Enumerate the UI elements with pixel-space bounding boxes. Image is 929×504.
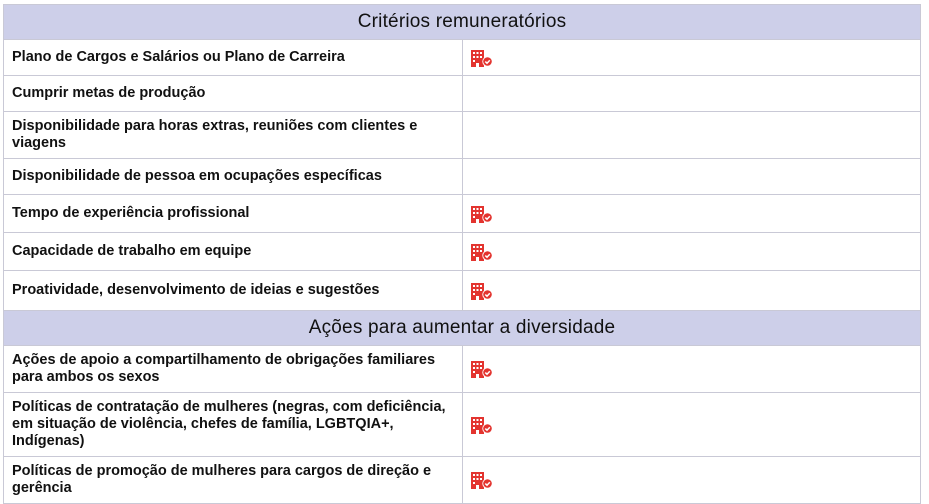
icon-cell — [462, 159, 921, 195]
row-label: Políticas de promoção de mulheres para cargos de direção e gerência — [4, 457, 463, 504]
icon-cell — [462, 271, 921, 311]
icon-cell — [462, 195, 921, 233]
table-row — [4, 393, 921, 457]
section-header-diversity — [4, 311, 921, 346]
icon-cell — [462, 76, 921, 112]
table-row — [4, 112, 921, 159]
table-row — [4, 40, 921, 76]
icon-cell — [462, 346, 921, 393]
building-check-icon — [471, 206, 493, 228]
icon-cell — [462, 112, 921, 159]
section-title: Ações para aumentar a diversidade — [4, 311, 921, 346]
row-label: Plano de Cargos e Salários ou Plano de Carreira — [4, 40, 463, 76]
row-label: Políticas de contratação de mulheres (negras, com deficiência, em situação de violência, chefes de família, LGBTQIA+, Indígenas) — [4, 393, 463, 457]
building-check-icon — [471, 283, 493, 305]
icon-cell — [462, 393, 921, 457]
building-check-icon — [471, 472, 493, 494]
row-label: Capacidade de trabalho em equipe — [4, 233, 463, 271]
table-row — [4, 76, 921, 112]
table-row — [4, 195, 921, 233]
section-header-remuneration — [4, 5, 921, 40]
row-label: Ações de apoio a compartilhamento de obrigações familiares para ambos os sexos — [4, 346, 463, 393]
table-row — [4, 159, 921, 195]
table-row — [4, 346, 921, 393]
building-check-icon — [471, 361, 493, 383]
row-label: Disponibilidade para horas extras, reuniões com clientes e viagens — [4, 112, 463, 159]
table-row — [4, 233, 921, 271]
row-label: Proatividade, desenvolvimento de ideias e sugestões — [4, 271, 463, 311]
table-row — [4, 457, 921, 504]
building-check-icon — [471, 244, 493, 266]
row-label: Disponibilidade de pessoa em ocupações específicas — [4, 159, 463, 195]
building-check-icon — [471, 50, 493, 72]
section-title: Critérios remuneratórios — [4, 5, 921, 40]
building-check-icon — [471, 417, 493, 439]
criteria-table — [3, 4, 921, 504]
criteria-table-container — [3, 4, 921, 504]
icon-cell — [462, 457, 921, 504]
row-label: Tempo de experiência profissional — [4, 195, 463, 233]
row-label: Cumprir metas de produção — [4, 76, 463, 112]
table-row — [4, 271, 921, 311]
icon-cell — [462, 40, 921, 76]
icon-cell — [462, 233, 921, 271]
